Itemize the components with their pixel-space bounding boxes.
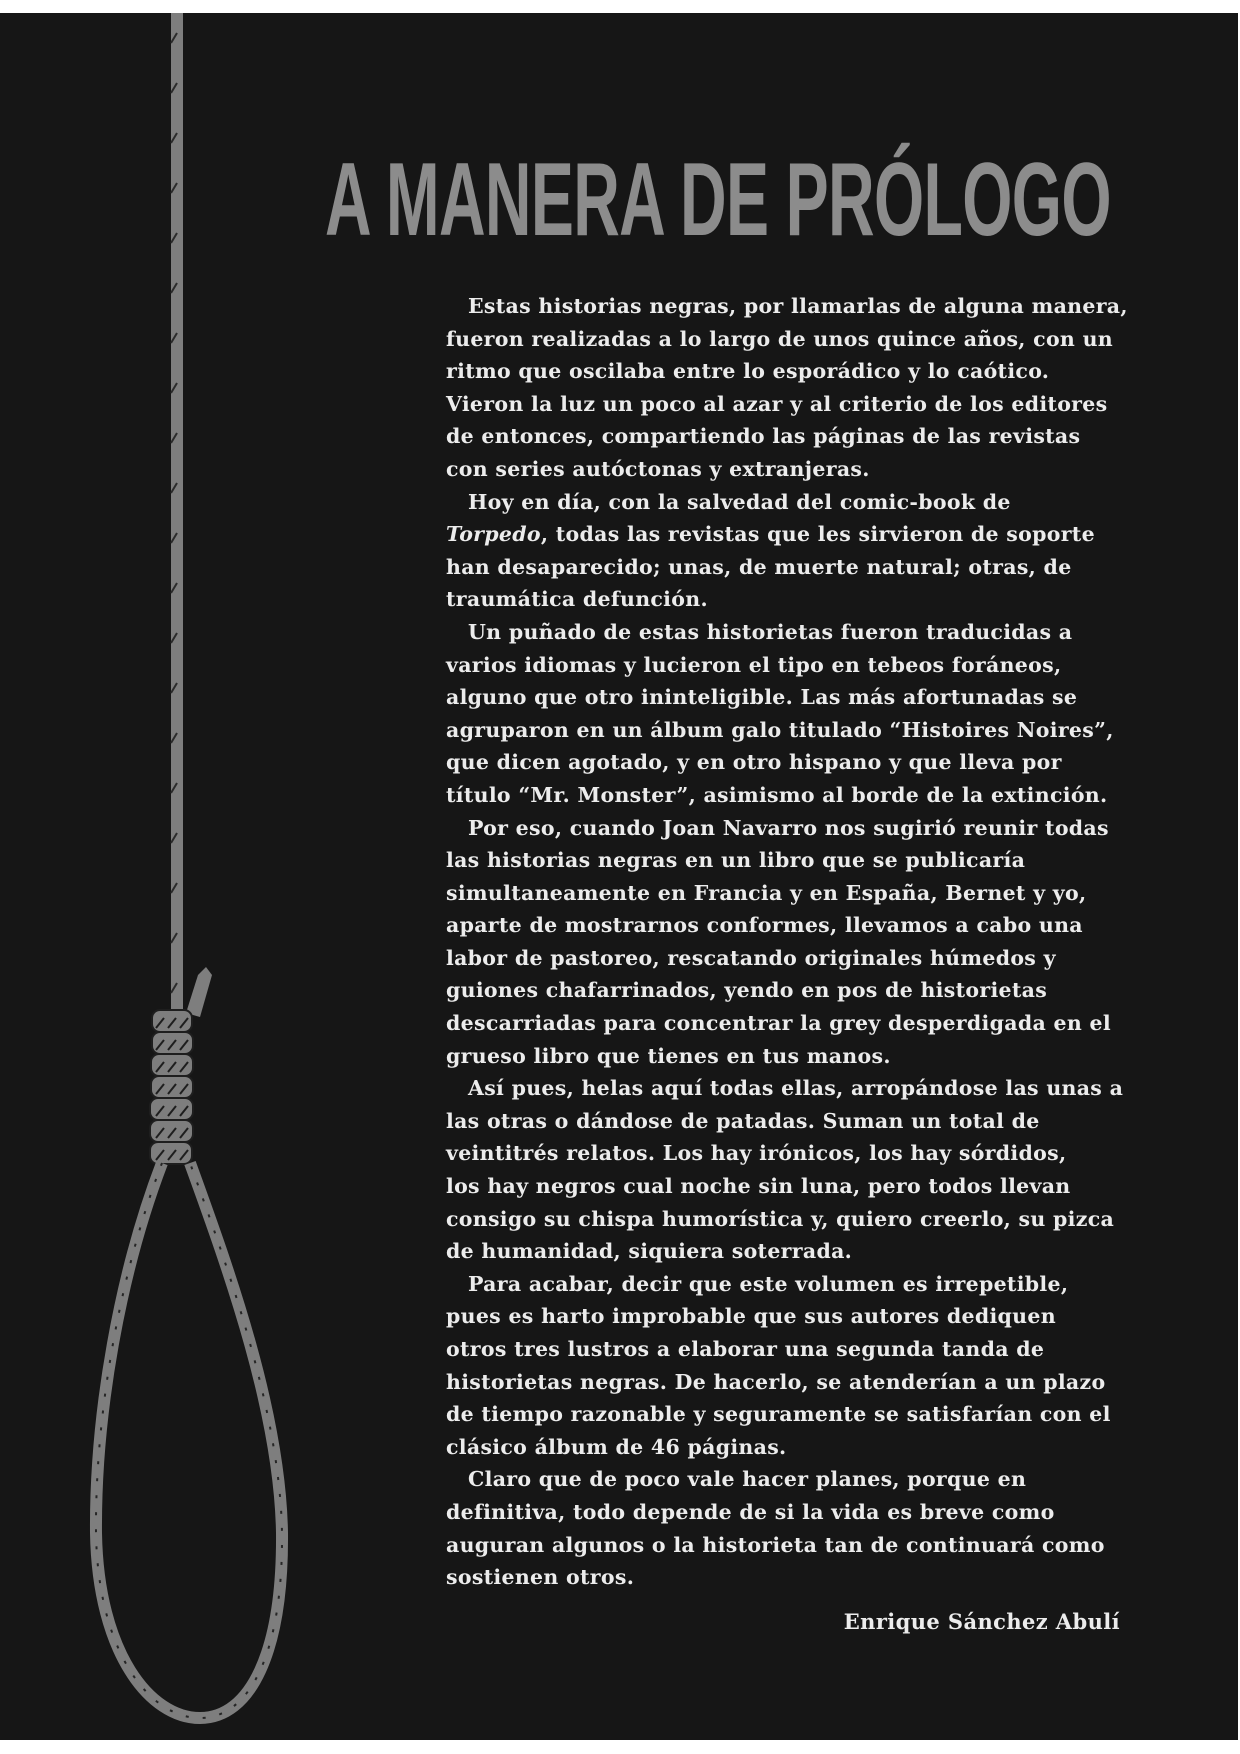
text-line: fueron realizadas a lo largo de unos quince años, con un	[446, 326, 1113, 351]
text-line: labor de pastoreo, rescatando originales húmedos y	[446, 945, 1056, 970]
text-line: descarriadas para concentrar la grey desperdigada en el	[446, 1011, 1111, 1036]
text-line: agruparon en un álbum galo titulado “Histoires Noires”,	[446, 717, 1114, 742]
text-line: de humanidad, siquiera soterrada.	[446, 1239, 853, 1264]
text-line: definitiva, todo depende de si la vida es breve como	[446, 1499, 1055, 1524]
text-line: los hay negros cual noche sin luna, pero todos llevan	[446, 1174, 1071, 1199]
text-line: traumática defunción.	[446, 587, 708, 612]
text-line	[424, 518, 1126, 551]
text-line: Un puñado de estas historietas fueron traducidas a	[468, 619, 1073, 644]
paragraph-7	[446, 1463, 1126, 1593]
text-line: veintitrés relatos. Los hay irónicos, los hay sórdidos,	[446, 1141, 1067, 1166]
text-line: historietas negras. De hacerlo, se atenderían a un plazo	[446, 1369, 1106, 1394]
text-line: Para acabar, decir que este volumen es irrepetible,	[468, 1271, 1069, 1296]
text-line: las historias negras en un libro que se publicaría	[446, 848, 1026, 873]
prologue-page	[0, 13, 1238, 1740]
paragraph-1	[446, 290, 1126, 486]
page-title: A MANERA DE PRÓLOGO	[325, 142, 1111, 258]
prologue-body	[446, 290, 1126, 1594]
paragraph-2	[446, 486, 1126, 616]
text-line: sostienen otros.	[446, 1565, 635, 1590]
noose-icon	[0, 13, 340, 1740]
text-line: guiones chafarrinados, yendo en pos de historietas	[446, 978, 1048, 1003]
text-line: consigo su chispa humorística y, quiero creerlo, su pizca	[446, 1206, 1115, 1231]
author-signature: Enrique Sánchez Abulí	[843, 1609, 1120, 1634]
text-line: han desaparecido; unas, de muerte natural; otras, de	[446, 554, 1072, 579]
text-line: Hoy en día, con la salvedad del comic-book de	[468, 489, 1011, 514]
text-line: grueso libro que tienes en tus manos.	[446, 1043, 891, 1068]
text-fragment: , todas las revistas que les sirvieron de soporte	[540, 522, 1095, 547]
text-line: varios idiomas y lucieron el tipo en tebeos foráneos,	[446, 652, 1062, 677]
text-line: otros tres lustros a elaborar una segunda tanda de	[446, 1337, 1045, 1361]
text-line: Por eso, cuando Joan Navarro nos sugirió reunir todas	[468, 815, 1109, 840]
text-line: Así pues, helas aquí todas ellas, arropándose las unas a	[468, 1076, 1124, 1101]
text-line: Vieron la luz un poco al azar y al criterio de los editores	[446, 391, 1108, 416]
paragraph-3	[446, 616, 1126, 812]
text-line: título “Mr. Monster”, asimismo al borde de la extinción.	[446, 782, 1108, 807]
text-line: simultaneamente en Francia y en España, Bernet y yo,	[446, 880, 1087, 905]
text-line: auguran algunos o la historieta tan de continuará como	[446, 1532, 1105, 1557]
paragraph-5	[446, 1072, 1126, 1268]
text-line: con series autóctonas y extranjeras.	[446, 456, 870, 481]
magazine-title-torpedo: Torpedo	[446, 522, 541, 547]
text-line: ritmo que oscilaba entre lo esporádico y lo caótico.	[446, 359, 1050, 384]
text-line: Estas historias negras, por llamarlas de alguna manera,	[468, 294, 1128, 318]
text-line: que dicen agotado, y en otro hispano y que lleva por	[446, 750, 1062, 775]
paragraph-4	[446, 812, 1126, 1073]
text-line: las otras o dándose de patadas. Suman un total de	[446, 1108, 1040, 1133]
paragraph-6	[446, 1268, 1126, 1464]
text-line: de tiempo razonable y seguramente se satisfarían con el	[446, 1402, 1111, 1427]
text-line: Claro que de poco vale hacer planes, porque en	[468, 1467, 1027, 1492]
text-line: aparte de mostrarnos conformes, llevamos a cabo una	[446, 913, 1083, 938]
text-line: clásico álbum de 46 páginas.	[446, 1434, 787, 1459]
text-line: pues es harto improbable que sus autores dediquen	[446, 1304, 1056, 1329]
text-line: de entonces, compartiendo las páginas de las revistas	[446, 424, 1081, 449]
text-line: alguno que otro ininteligible. Las más afortunadas se	[446, 685, 1078, 710]
